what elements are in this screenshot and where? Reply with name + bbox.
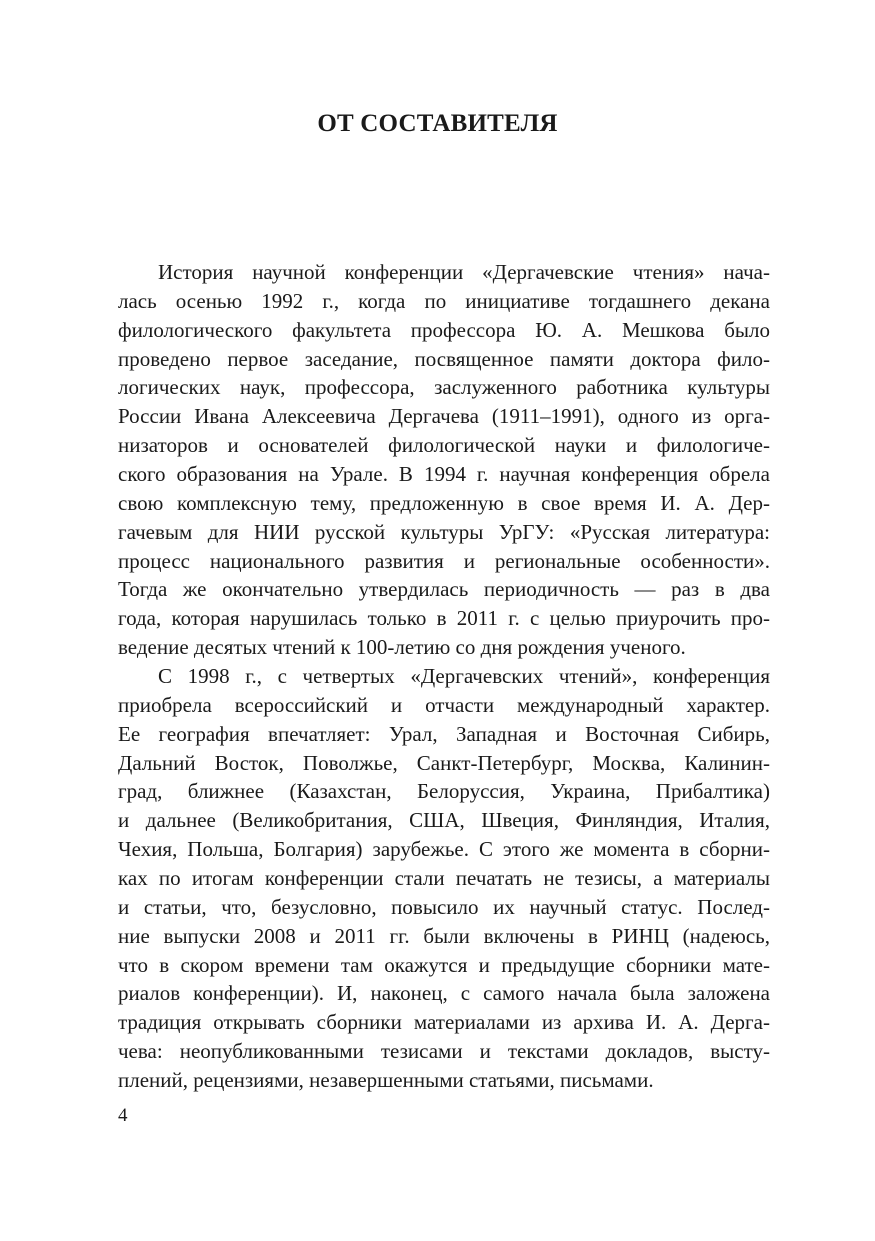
text-line: проведено первое заседание, посвященное памяти доктора фило- [118,346,770,371]
text-line: плений, рецензиями, незавершенными статьями, письмами. [118,1068,654,1093]
text-line: лась осенью 1992 г., когда по инициативе тогдашнего декана [118,288,770,313]
text-line: филологического факультета профессора Ю. А. Мешкова было [118,317,770,342]
text-line: С 1998 г., с четвертых «Дергачевских чтений», конференция [158,664,770,689]
text-line: Ее география впечатляет: Урал, Западная и Восточная Сибирь, [118,721,770,746]
text-line: ние выпуски 2008 и 2011 гг. были включены в РИНЦ (надеюсь, [118,923,770,948]
body-text [118,258,770,1095]
text-line: свою комплексную тему, предложенную в свое время И. А. Дер- [118,490,770,515]
page-title: ОТ СОСТАВИТЕЛЯ [317,110,558,137]
paragraph [118,258,770,662]
text-line: град, ближнее (Казахстан, Белоруссия, Украина, Прибалтика) [118,779,770,804]
text-line: гачевым для НИИ русской культуры УрГУ: «Русская литература: [118,519,770,544]
text-line: История научной конференции «Дергачевские чтения» нача- [158,260,770,284]
text-line: Тогда же окончательно утвердилась периодичность — раз в два [118,577,770,602]
text-line: и статьи, что, безусловно, повысило их научный статус. Послед- [118,894,770,919]
text-line: ведение десятых чтений к 100-летию со дня рождения ученого. [118,635,686,660]
text-line: процесс национального развития и региональные особенности». [118,548,770,573]
paragraph [118,662,770,1095]
page-number: 4 [118,1105,128,1126]
text-line: логических наук, профессора, заслуженного работника культуры [118,375,770,400]
text-line: традиция открывать сборники материалами из архива И. А. Дерга- [118,1010,770,1035]
text-line: чева: неопубликованными тезисами и текстами докладов, высту- [118,1039,770,1064]
text-line: и дальнее (Великобритания, США, Швеция, Финляндия, Италия, [118,808,770,833]
text-line: ках по итогам конференции стали печатать не тезисы, а материалы [118,866,770,891]
text-line: что в скором времени там окажутся и предыдущие сборники мате- [118,952,770,977]
text-line: низаторов и основателей филологической науки и филологиче- [118,433,770,458]
text-line: риалов конференции). И, наконец, с самого начала была заложена [118,981,770,1006]
text-line: года, которая нарушилась только в 2011 г. с целью приурочить про- [118,606,770,631]
text-line: ского образования на Урале. В 1994 г. научная конференция обрела [118,462,770,487]
text-line: России Ивана Алексеевича Дергачева (1911–1991), одного из орга- [118,404,770,429]
text-line: приобрела всероссийский и отчасти международный характер. [118,692,770,717]
text-line: Дальний Восток, Поволжье, Санкт-Петербург, Москва, Калинин- [118,750,770,775]
text-line: Чехия, Польша, Болгария) зарубежье. С этого же момента в сборни- [118,837,770,862]
